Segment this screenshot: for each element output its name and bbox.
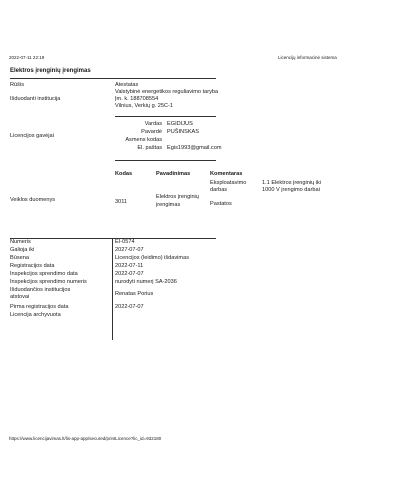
detail-label: Licencija archyvuota: [10, 312, 61, 318]
detail-value: Renatas Porius: [115, 291, 154, 297]
divider: [115, 160, 216, 161]
activity-header-code: Kodas: [115, 171, 133, 177]
holder-field-value: Egis1993@gmail.com: [167, 145, 222, 151]
detail-value: nurodyti numerį SA-2036: [115, 279, 177, 285]
institution-line: Vilnius, Verkių g. 25C-1: [115, 103, 174, 109]
activity-header-name: Pavadinimas: [156, 171, 191, 177]
comment-type: Pastatos: [210, 201, 232, 207]
institution-label: Išduodanti institucija: [10, 96, 61, 102]
activity-header-comment: Komentaras: [210, 171, 243, 177]
detail-label: Būsena: [10, 255, 29, 261]
holder-field-label: Vardas: [144, 121, 162, 127]
activity-name: įrengimas: [156, 202, 181, 208]
activity-name: Elektros įrenginių: [156, 194, 199, 200]
holder-field-label: El. paštas: [137, 145, 162, 151]
detail-value: Licencijos (leidimo) išdavimas: [115, 255, 189, 261]
detail-label: atstovai: [10, 294, 30, 300]
detail-label: Galioja iki: [10, 247, 35, 253]
rusis-label: Rūšis: [10, 82, 24, 88]
document-title: Elektros įrenginių įrengimas: [10, 68, 91, 74]
detail-label: Inspekcijos sprendimo data: [10, 271, 78, 277]
holder-field-value: EGIDIJUS: [167, 121, 193, 127]
detail-value: 2022-07-07: [115, 304, 144, 310]
divider: [10, 238, 216, 239]
comment-text: 1000 V įrengimo darbai: [262, 187, 320, 193]
system-name: Licencijų informacinė sistema: [278, 55, 337, 60]
detail-value: 2022-07-07: [115, 271, 144, 277]
divider: [112, 238, 113, 340]
detail-label: Išduodančios institucijos: [10, 287, 71, 293]
detail-value: 2027-07-07: [115, 247, 144, 253]
detail-label: Registracijos data: [10, 263, 55, 269]
detail-label: Numeris: [10, 239, 31, 245]
activity-code: 3011: [115, 199, 128, 205]
comment-type: darbas: [210, 187, 228, 193]
print-datetime: 2022-07-11 22:19: [9, 55, 45, 60]
holder-field-value: PUŠINSKAS: [167, 129, 200, 135]
detail-value: 2022-07-11: [115, 263, 144, 269]
institution-line: Valstybinė energetikos reguliavimo taryba: [115, 89, 219, 95]
divider: [115, 116, 216, 117]
activity-label: Veiklos duomenys: [10, 197, 56, 203]
comment-type: Eksploatavimo: [210, 180, 247, 186]
holder-field-label: Pavardė: [141, 129, 162, 135]
institution-line: Įm. k. 188708554: [115, 96, 159, 102]
holder-field-label: Asmens kodas: [125, 137, 162, 143]
detail-label: Inspekcijos sprendimo numeris: [10, 279, 87, 285]
detail-value: EI-0574: [115, 239, 135, 245]
divider: [10, 78, 216, 79]
footer-url: https://www.licencijavimas.lt/lis-app-app/secured/printLicence?lic_id=932180: [9, 436, 162, 441]
rusis-value: Atestatas: [115, 82, 139, 88]
detail-label: Pirma registracijos data: [10, 304, 69, 310]
comment-text: 1.1 Elektros įrenginių iki: [262, 180, 322, 186]
holder-label: Licencijos gavėjai: [10, 133, 54, 139]
